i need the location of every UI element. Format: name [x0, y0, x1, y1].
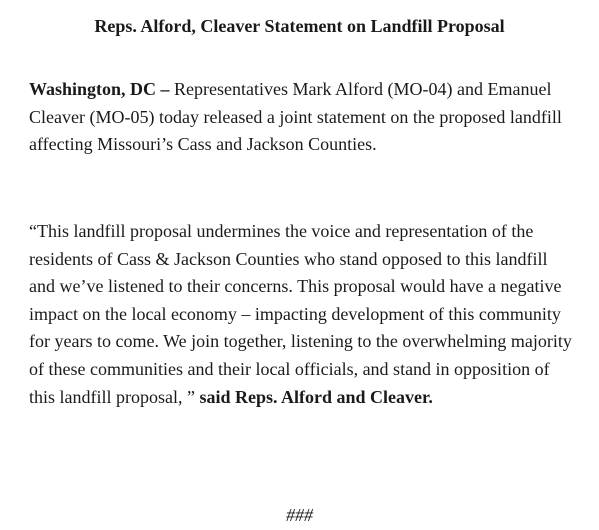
document-title: Reps. Alford, Cleaver Statement on Landfill Proposal [94, 16, 505, 36]
attribution: said Reps. Alford and Cleaver. [199, 386, 433, 407]
intro-text: Representatives Mark Alford (MO-04) and Emanuel Cleaver (MO-05) today released a joint statement on the proposed landfill affecting Missouri’s Cass and Jackson Counties. [29, 79, 562, 155]
quote-text: “This landfill proposal undermines the voice and representation of the residents of Cass & Jackson Counties who stand opposed to this landfill and we’ve listened to their concerns. This proposal would have a negative impact on the local economy – impacting development of this community for years to come. We join together, listening to the overwhelming majority of these communities and their local officials, and stand in opposition of this landfill proposal, ” [29, 221, 572, 407]
intro-paragraph [29, 76, 574, 159]
quote-paragraph [29, 218, 574, 411]
dateline: Washington, DC – [29, 79, 170, 99]
end-mark: ### [286, 505, 313, 525]
